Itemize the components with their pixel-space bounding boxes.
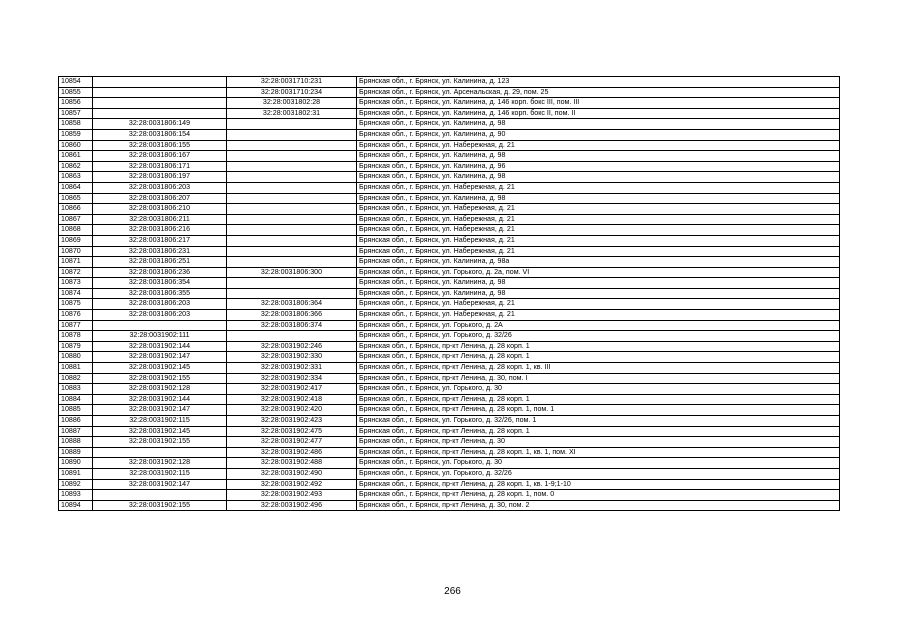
address-cell: Брянская обл., г. Брянск, пр-кт Ленина, д. 28 корп. 1, кв. 1, пом. XI [357,447,840,458]
row-number-cell: 10893 [59,490,93,501]
table-row [59,384,840,395]
land-cadastral-number-cell: 32:28:0031902:155 [93,500,227,511]
land-cadastral-number-cell: 32:28:0031902:111 [93,331,227,342]
building-cadastral-number-cell: 32:28:0031806:364 [227,299,357,310]
building-cadastral-number-cell [227,288,357,299]
table-row [59,310,840,321]
row-number-cell: 10859 [59,129,93,140]
building-cadastral-number-cell [227,140,357,151]
row-number-cell: 10887 [59,426,93,437]
building-cadastral-number-cell [227,204,357,215]
building-cadastral-number-cell [227,246,357,257]
table-row [59,416,840,427]
row-number-cell: 10890 [59,458,93,469]
table-row [59,267,840,278]
table-row [59,341,840,352]
table-row [59,405,840,416]
building-cadastral-number-cell [227,193,357,204]
building-cadastral-number-cell: 32:28:0031710:234 [227,87,357,98]
address-cell: Брянская обл., г. Брянск, ул. Калинина, д. 98 [357,193,840,204]
row-number-cell: 10856 [59,98,93,109]
address-cell: Брянская обл., г. Брянск, ул. Набережная, д. 21 [357,225,840,236]
row-number-cell: 10872 [59,267,93,278]
row-number-cell: 10883 [59,384,93,395]
address-cell: Брянская обл., г. Брянск, ул. Набережная, д. 21 [357,182,840,193]
building-cadastral-number-cell: 32:28:0031802:28 [227,98,357,109]
row-number-cell: 10854 [59,77,93,88]
address-cell: Брянская обл., г. Брянск, ул. Калинина, д. 98а [357,257,840,268]
address-cell: Брянская обл., г. Брянск, ул. Набережная, д. 21 [357,299,840,310]
land-cadastral-number-cell: 32:28:0031806:211 [93,214,227,225]
address-cell: Брянская обл., г. Брянск, ул. Горького, д. 30 [357,458,840,469]
address-cell: Брянская обл., г. Брянск, ул. Калинина, д. 123 [357,77,840,88]
row-number-cell: 10866 [59,204,93,215]
building-cadastral-number-cell: 32:28:0031902:334 [227,373,357,384]
building-cadastral-number-cell [227,172,357,183]
row-number-cell: 10873 [59,278,93,289]
row-number-cell: 10877 [59,320,93,331]
building-cadastral-number-cell: 32:28:0031806:366 [227,310,357,321]
address-cell: Брянская обл., г. Брянск, ул. Калинина, д. 98 [357,172,840,183]
address-cell: Брянская обл., г. Брянск, ул. Калинина, д. 146 корп. бокс III, пом. III [357,98,840,109]
address-cell: Брянская обл., г. Брянск, ул. Набережная, д. 21 [357,310,840,321]
building-cadastral-number-cell [227,182,357,193]
registry-table [58,76,840,511]
table-row [59,468,840,479]
row-number-cell: 10867 [59,214,93,225]
land-cadastral-number-cell: 32:28:0031902:115 [93,416,227,427]
row-number-cell: 10876 [59,310,93,321]
building-cadastral-number-cell [227,151,357,162]
address-cell: Брянская обл., г. Брянск, ул. Набережная, д. 21 [357,140,840,151]
row-number-cell: 10878 [59,331,93,342]
table-row [59,458,840,469]
table-row [59,193,840,204]
table-row [59,299,840,310]
row-number-cell: 10858 [59,119,93,130]
building-cadastral-number-cell [227,119,357,130]
row-number-cell: 10861 [59,151,93,162]
building-cadastral-number-cell [227,257,357,268]
table-row [59,214,840,225]
table-row [59,331,840,342]
address-cell: Брянская обл., г. Брянск, ул. Набережная, д. 21 [357,235,840,246]
row-number-cell: 10881 [59,363,93,374]
row-number-cell: 10886 [59,416,93,427]
building-cadastral-number-cell: 32:28:0031806:374 [227,320,357,331]
address-cell: Брянская обл., г. Брянск, ул. Набережная, д. 21 [357,214,840,225]
land-cadastral-number-cell: 32:28:0031806:203 [93,182,227,193]
address-cell: Брянская обл., г. Брянск, ул. Горького, д. 2А [357,320,840,331]
table-row [59,479,840,490]
table-row [59,246,840,257]
land-cadastral-number-cell: 32:28:0031806:216 [93,225,227,236]
row-number-cell: 10860 [59,140,93,151]
registry-table-body [59,77,840,511]
table-row [59,204,840,215]
row-number-cell: 10888 [59,437,93,448]
row-number-cell: 10862 [59,161,93,172]
building-cadastral-number-cell [227,331,357,342]
row-number-cell: 10875 [59,299,93,310]
address-cell: Брянская обл., г. Брянск, ул. Горького, д. 32/26, пом. 1 [357,416,840,427]
land-cadastral-number-cell: 32:28:0031806:210 [93,204,227,215]
land-cadastral-number-cell: 32:28:0031806:207 [93,193,227,204]
address-cell: Брянская обл., г. Брянск, ул. Калинина, д. 98 [357,288,840,299]
land-cadastral-number-cell: 32:28:0031902:155 [93,437,227,448]
table-row [59,352,840,363]
page-number: 266 [444,586,461,597]
table-row [59,490,840,501]
building-cadastral-number-cell [227,225,357,236]
table-row [59,182,840,193]
address-cell: Брянская обл., г. Брянск, ул. Арсенальская, д. 29, пом. 25 [357,87,840,98]
row-number-cell: 10871 [59,257,93,268]
land-cadastral-number-cell: 32:28:0031902:145 [93,426,227,437]
table-row [59,225,840,236]
table-row [59,437,840,448]
table-row [59,257,840,268]
land-cadastral-number-cell [93,108,227,119]
land-cadastral-number-cell: 32:28:0031806:231 [93,246,227,257]
land-cadastral-number-cell: 32:28:0031902:115 [93,468,227,479]
building-cadastral-number-cell: 32:28:0031902:331 [227,363,357,374]
land-cadastral-number-cell: 32:28:0031806:217 [93,235,227,246]
building-cadastral-number-cell: 32:28:0031902:492 [227,479,357,490]
land-cadastral-number-cell: 32:28:0031806:203 [93,310,227,321]
table-row [59,373,840,384]
building-cadastral-number-cell: 32:28:0031902:488 [227,458,357,469]
address-cell: Брянская обл., г. Брянск, ул. Горького, д. 32/26 [357,468,840,479]
table-row [59,151,840,162]
table-row [59,87,840,98]
address-cell: Брянская обл., г. Брянск, ул. Калинина, д. 96 [357,161,840,172]
row-number-cell: 10863 [59,172,93,183]
land-cadastral-number-cell [93,447,227,458]
table-row [59,98,840,109]
row-number-cell: 10864 [59,182,93,193]
land-cadastral-number-cell: 32:28:0031902:147 [93,405,227,416]
address-cell: Брянская обл., г. Брянск, пр-кт Ленина, д. 28 корп. 1 [357,426,840,437]
land-cadastral-number-cell: 32:28:0031806:251 [93,257,227,268]
land-cadastral-number-cell: 32:28:0031806:155 [93,140,227,151]
table-row [59,447,840,458]
address-cell: Брянская обл., г. Брянск, ул. Калинина, д. 98 [357,278,840,289]
building-cadastral-number-cell: 32:28:0031902:493 [227,490,357,501]
building-cadastral-number-cell: 32:28:0031902:246 [227,341,357,352]
building-cadastral-number-cell [227,278,357,289]
row-number-cell: 10891 [59,468,93,479]
table-row [59,119,840,130]
table-row [59,129,840,140]
building-cadastral-number-cell: 32:28:0031902:330 [227,352,357,363]
land-cadastral-number-cell: 32:28:0031806:236 [93,267,227,278]
row-number-cell: 10892 [59,479,93,490]
land-cadastral-number-cell: 32:28:0031902:147 [93,352,227,363]
table-row [59,426,840,437]
building-cadastral-number-cell: 32:28:0031710:231 [227,77,357,88]
land-cadastral-number-cell [93,87,227,98]
row-number-cell: 10894 [59,500,93,511]
land-cadastral-number-cell: 32:28:0031806:167 [93,151,227,162]
address-cell: Брянская обл., г. Брянск, пр-кт Ленина, д. 28 корп. 1, пом. 0 [357,490,840,501]
land-cadastral-number-cell: 32:28:0031806:354 [93,278,227,289]
land-cadastral-number-cell: 32:28:0031902:145 [93,363,227,374]
address-cell: Брянская обл., г. Брянск, ул. Набережная, д. 21 [357,246,840,257]
building-cadastral-number-cell [227,129,357,140]
address-cell: Брянская обл., г. Брянск, ул. Калинина, д. 146 корп. бокс II, пом. II [357,108,840,119]
row-number-cell: 10857 [59,108,93,119]
building-cadastral-number-cell: 32:28:0031902:418 [227,394,357,405]
row-number-cell: 10882 [59,373,93,384]
address-cell: Брянская обл., г. Брянск, ул. Горького, д. 32/26 [357,331,840,342]
address-cell: Брянская обл., г. Брянск, пр-кт Ленина, д. 28 корп. 1, кв. 1-9;1-10 [357,479,840,490]
land-cadastral-number-cell [93,320,227,331]
table-row [59,140,840,151]
land-cadastral-number-cell [93,98,227,109]
address-cell: Брянская обл., г. Брянск, пр-кт Ленина, д. 28 корп. 1, пом. 1 [357,405,840,416]
building-cadastral-number-cell: 32:28:0031902:490 [227,468,357,479]
building-cadastral-number-cell: 32:28:0031802:31 [227,108,357,119]
building-cadastral-number-cell: 32:28:0031902:477 [227,437,357,448]
land-cadastral-number-cell: 32:28:0031902:144 [93,341,227,352]
table-row [59,394,840,405]
address-cell: Брянская обл., г. Брянск, пр-кт Ленина, д. 28 корп. 1 [357,352,840,363]
land-cadastral-number-cell [93,77,227,88]
row-number-cell: 10869 [59,235,93,246]
row-number-cell: 10880 [59,352,93,363]
land-cadastral-number-cell: 32:28:0031902:128 [93,384,227,395]
row-number-cell: 10874 [59,288,93,299]
address-cell: Брянская обл., г. Брянск, ул. Набережная, д. 21 [357,204,840,215]
land-cadastral-number-cell: 32:28:0031902:128 [93,458,227,469]
address-cell: Брянская обл., г. Брянск, пр-кт Ленина, д. 28 корп. 1, кв. III [357,363,840,374]
row-number-cell: 10855 [59,87,93,98]
building-cadastral-number-cell [227,214,357,225]
building-cadastral-number-cell: 32:28:0031902:417 [227,384,357,395]
table-row [59,161,840,172]
row-number-cell: 10865 [59,193,93,204]
row-number-cell: 10885 [59,405,93,416]
table-row [59,363,840,374]
table-row [59,278,840,289]
address-cell: Брянская обл., г. Брянск, ул. Горького, д. 2а, пом. VI [357,267,840,278]
land-cadastral-number-cell: 32:28:0031806:203 [93,299,227,310]
row-number-cell: 10868 [59,225,93,236]
land-cadastral-number-cell: 32:28:0031806:355 [93,288,227,299]
address-cell: Брянская обл., г. Брянск, пр-кт Ленина, д. 28 корп. 1 [357,341,840,352]
building-cadastral-number-cell: 32:28:0031902:475 [227,426,357,437]
building-cadastral-number-cell: 32:28:0031806:300 [227,267,357,278]
building-cadastral-number-cell [227,235,357,246]
address-cell: Брянская обл., г. Брянск, пр-кт Ленина, д. 30, пом. 2 [357,500,840,511]
land-cadastral-number-cell: 32:28:0031806:154 [93,129,227,140]
address-cell: Брянская обл., г. Брянск, ул. Калинина, д. 98 [357,119,840,130]
row-number-cell: 10889 [59,447,93,458]
land-cadastral-number-cell: 32:28:0031902:144 [93,394,227,405]
building-cadastral-number-cell: 32:28:0031902:486 [227,447,357,458]
address-cell: Брянская обл., г. Брянск, пр-кт Ленина, д. 30 [357,437,840,448]
table-row [59,172,840,183]
land-cadastral-number-cell: 32:28:0031902:147 [93,479,227,490]
building-cadastral-number-cell [227,161,357,172]
table-row [59,500,840,511]
row-number-cell: 10879 [59,341,93,352]
table-row [59,108,840,119]
table-row [59,77,840,88]
table-row [59,235,840,246]
land-cadastral-number-cell: 32:28:0031806:149 [93,119,227,130]
table-row [59,288,840,299]
row-number-cell: 10884 [59,394,93,405]
address-cell: Брянская обл., г. Брянск, ул. Горького, д. 30 [357,384,840,395]
land-cadastral-number-cell: 32:28:0031806:171 [93,161,227,172]
address-cell: Брянская обл., г. Брянск, пр-кт Ленина, д. 28 корп. 1 [357,394,840,405]
building-cadastral-number-cell: 32:28:0031902:423 [227,416,357,427]
table-row [59,320,840,331]
address-cell: Брянская обл., г. Брянск, ул. Калинина, д. 90 [357,129,840,140]
address-cell: Брянская обл., г. Брянск, пр-кт Ленина, д. 30, пом. I [357,373,840,384]
land-cadastral-number-cell [93,490,227,501]
building-cadastral-number-cell: 32:28:0031902:496 [227,500,357,511]
land-cadastral-number-cell: 32:28:0031902:155 [93,373,227,384]
row-number-cell: 10870 [59,246,93,257]
address-cell: Брянская обл., г. Брянск, ул. Калинина, д. 98 [357,151,840,162]
land-cadastral-number-cell: 32:28:0031806:197 [93,172,227,183]
building-cadastral-number-cell: 32:28:0031902:420 [227,405,357,416]
